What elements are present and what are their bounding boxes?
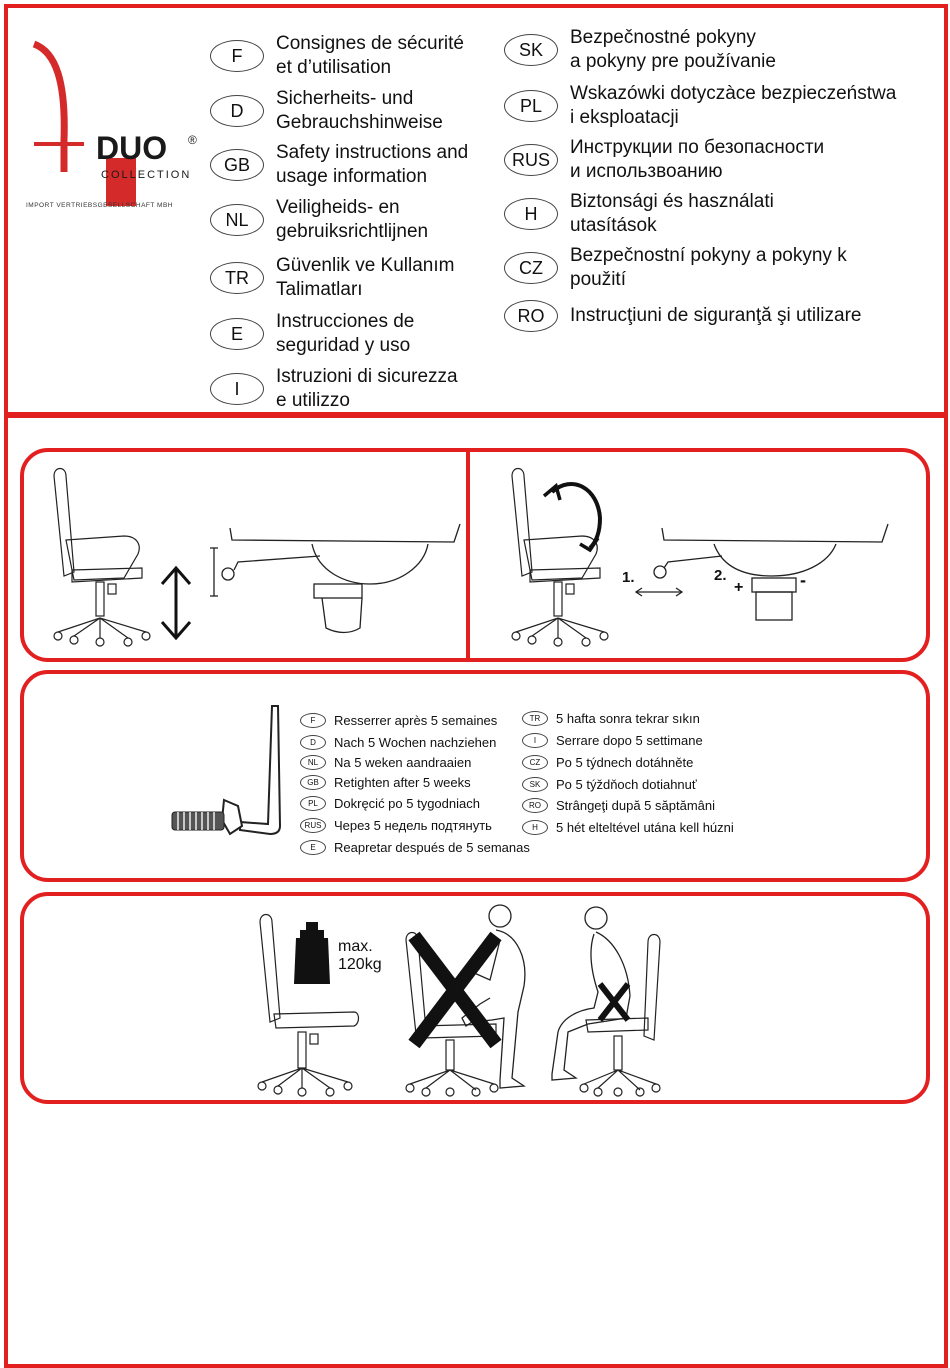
logo-tagline: IMPORT VERTRIEBSGESELLSCHAFT MBH — [26, 202, 173, 209]
language-title: Sicherheits- und Gebrauchshinweise — [276, 88, 443, 133]
retighten-text: Resserrer après 5 semaines — [334, 713, 498, 728]
retighten-text: Nach 5 Wochen nachziehen — [334, 735, 497, 750]
retighten-row — [300, 735, 496, 750]
retighten-row — [522, 777, 697, 792]
seat-underside-icon — [210, 524, 460, 633]
retighten-row — [522, 733, 703, 748]
header-section — [8, 8, 940, 412]
retighten-row — [300, 775, 471, 790]
max-load-line2: 120kg — [338, 956, 382, 973]
logo-brand: DUO — [96, 130, 168, 166]
retighten-text: Na 5 weken aandraaien — [334, 755, 472, 770]
retighten-text: Dokręcić po 5 tygodniach — [334, 796, 480, 811]
language-row-cz — [504, 244, 847, 292]
language-row-d — [210, 87, 443, 135]
language-code-oval: PL — [504, 90, 558, 122]
small-code-oval: NL — [300, 755, 326, 770]
language-code-oval: SK — [504, 34, 558, 66]
small-code-oval: RUS — [300, 818, 326, 833]
office-chair-icon — [580, 935, 660, 1097]
cross-x-icon — [414, 936, 496, 1044]
retighten-row — [522, 711, 700, 726]
retighten-text: Strângeţi după 5 săptămâni — [556, 798, 715, 813]
small-code-oval: E — [300, 840, 326, 855]
retighten-text: Reapretar después de 5 semanas — [334, 840, 530, 855]
height-adjustment-illustration — [24, 452, 464, 658]
weight-icon — [294, 922, 330, 984]
office-chair-icon — [54, 469, 150, 647]
language-code-oval: NL — [210, 204, 264, 236]
max-load-chair-icon — [250, 900, 370, 1096]
tilt-arrow-icon — [544, 484, 600, 550]
small-code-oval: D — [300, 735, 326, 750]
seat-underside-icon — [636, 524, 888, 620]
language-title: Istruzioni di sicurezza e utilizzo — [276, 366, 458, 411]
no-leaning-back-illustration — [548, 900, 668, 1096]
retighten-row — [522, 798, 715, 813]
language-code-oval: F — [210, 40, 264, 72]
max-load-label — [338, 938, 382, 974]
language-row-i — [210, 365, 458, 413]
no-standing-on-chair-illustration — [400, 900, 540, 1096]
small-code-oval: SK — [522, 777, 548, 792]
section-divider — [4, 412, 948, 418]
small-code-oval: CZ — [522, 755, 548, 770]
language-title: Bezpečnostné pokyny a pokyny pre používanie — [570, 27, 776, 72]
small-code-oval: GB — [300, 775, 326, 790]
language-title: Veiligheids- en gebruiksrichtlijnen — [276, 197, 429, 242]
small-code-oval: F — [300, 713, 326, 728]
language-code-oval: D — [210, 95, 264, 127]
language-title: Biztonsági és használati utasítások — [570, 191, 774, 236]
language-row-nl — [210, 196, 428, 244]
retighten-row — [300, 713, 497, 728]
retighten-row — [300, 755, 471, 770]
language-title: Consignes de sécurité et d’utilisation — [276, 33, 464, 78]
language-code-oval: H — [504, 198, 558, 230]
retighten-row — [522, 820, 734, 835]
retighten-text: 5 hafta sonra tekrar sıkın — [556, 711, 700, 726]
plus-label: + — [734, 579, 744, 596]
small-code-oval: H — [522, 820, 548, 835]
logo-collection: COLLECTION — [101, 169, 192, 181]
step-1-label: 1. — [622, 569, 635, 586]
retighten-row — [300, 840, 530, 855]
retighten-text: Через 5 недель подтянуть — [334, 818, 492, 833]
retighten-text: 5 hét elteltével utána kell húzni — [556, 820, 734, 835]
language-code-oval: RO — [504, 300, 558, 332]
minus-label: - — [800, 570, 806, 590]
small-code-oval: PL — [300, 796, 326, 811]
language-title: Bezpečnostní pokyny a pokyny k použití — [570, 245, 847, 290]
language-code-oval: TR — [210, 262, 264, 294]
language-code-oval: GB — [210, 149, 264, 181]
small-code-oval: RO — [522, 798, 548, 813]
cross-x-icon — [600, 984, 628, 1020]
language-code-oval: I — [210, 373, 264, 405]
language-code-oval: CZ — [504, 252, 558, 284]
retighten-text: Retighten after 5 weeks — [334, 775, 471, 790]
language-row-e — [210, 310, 414, 358]
retighten-row — [300, 796, 480, 811]
retighten-row — [300, 818, 492, 833]
language-title: Instrucciones de seguridad y uso — [276, 311, 415, 356]
language-code-oval: RUS — [504, 144, 558, 176]
adjustment-panel-divider — [466, 450, 470, 660]
tilt-adjustment-illustration — [472, 452, 926, 658]
duo-collection-logo — [26, 22, 206, 217]
language-row-tr — [210, 254, 454, 302]
language-title: Instrucţiuni de siguranţă şi utilizare — [570, 305, 862, 326]
standing-person-icon — [462, 905, 525, 1088]
step-2-label: 2. — [714, 567, 727, 584]
language-title: Safety instructions and usage information — [276, 142, 469, 187]
retighten-text: Po 5 týždňoch dotiahnuť — [556, 777, 697, 792]
small-code-oval: I — [522, 733, 548, 748]
language-row-ro — [504, 300, 861, 332]
retighten-text: Serrare dopo 5 settimane — [556, 733, 703, 748]
language-code-oval: E — [210, 318, 264, 350]
language-row-f — [210, 32, 464, 80]
language-row-rus — [504, 136, 824, 184]
retighten-row — [522, 755, 693, 770]
language-row-sk — [504, 26, 776, 74]
logo-registered: ® — [188, 133, 197, 147]
language-row-gb — [210, 141, 468, 189]
language-title: Инструкции по безопасности и использвоанию — [570, 137, 825, 182]
up-down-arrow-icon — [162, 568, 190, 638]
max-load-line1: max. — [338, 938, 373, 955]
small-code-oval: TR — [522, 711, 548, 726]
language-title: Güvenlik ve Kullanım Talimatları — [276, 255, 455, 300]
language-row-pl — [504, 82, 896, 130]
allen-key-screw-icon — [168, 702, 288, 842]
retighten-text: Po 5 týdnech dotáhněte — [556, 755, 694, 770]
language-title: Wskazówki dotyczàce bezpieczeństwa i eksploatacji — [570, 83, 897, 128]
language-row-h — [504, 190, 774, 238]
